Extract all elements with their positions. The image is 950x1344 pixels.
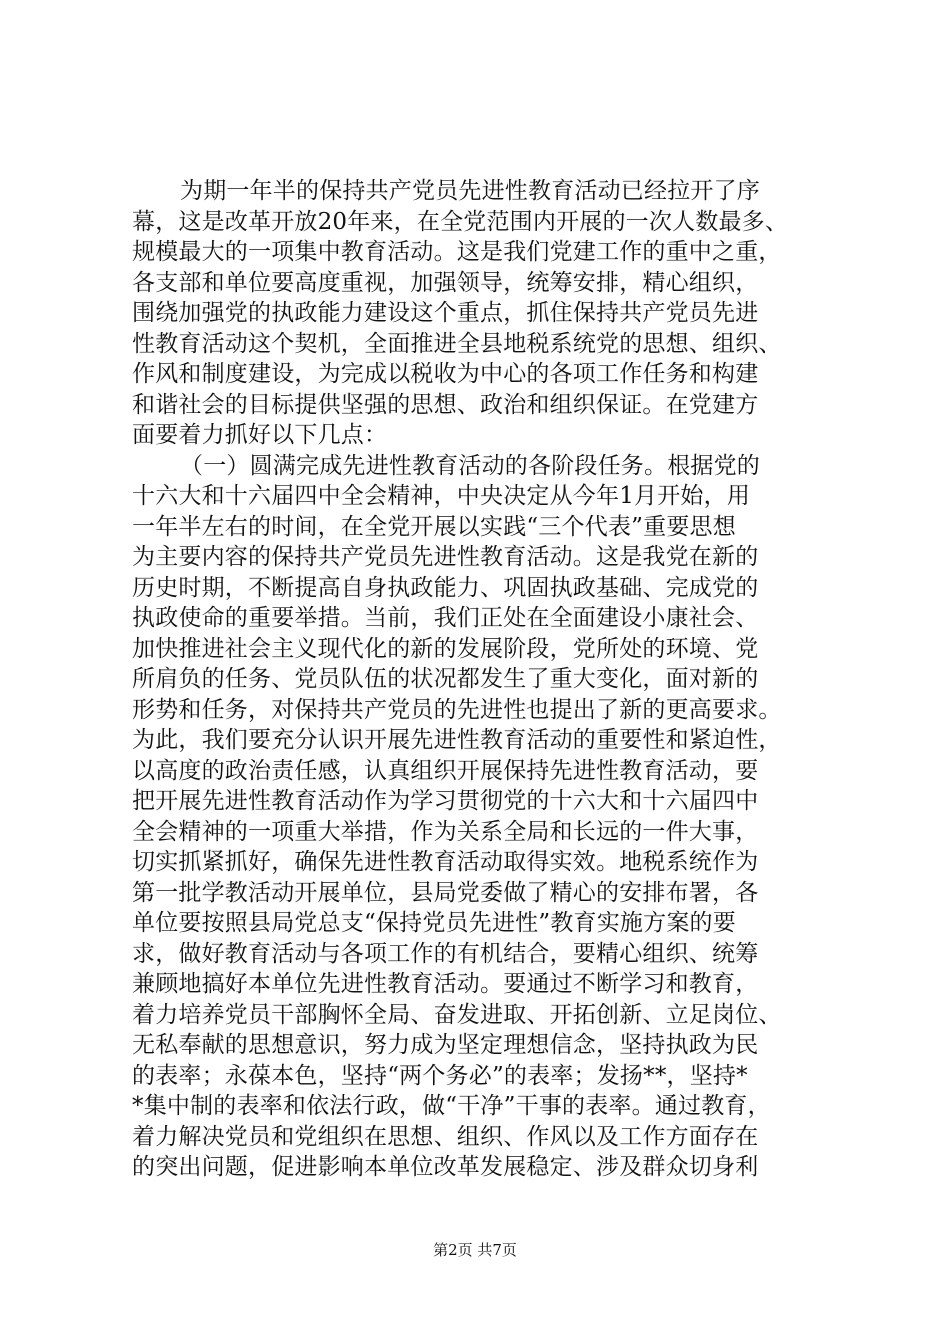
text-line: 十六大和十六届四中全会精神，中央决定从今年1月开始，用	[132, 483, 751, 509]
text-line: 着力培养党员干部胸怀全局、奋发进取、开拓创新、立足岗位、	[132, 1001, 782, 1028]
text-line: 一年半左右的时间，在全党开展以实践“三个代表”重要思想	[132, 513, 736, 540]
text-line: 全会精神的一项重大举措，作为关系全局和长远的一件大事，	[132, 818, 759, 845]
text-line: 形势和任务，对保持共产党员的先进性也提出了新的更高要求。	[132, 696, 782, 723]
text-line: 第一批学教活动开展单位，县局党委做了精心的安排布署，各	[132, 879, 759, 906]
text-line: 幕，这是改革开放20年来，在全党范围内开展的一次人数最多、	[132, 208, 789, 235]
text-line: 切实抓紧抓好，确保先进性教育活动取得实效。地税系统作为	[132, 849, 759, 875]
text-line: 把开展先进性教育活动作为学习贯彻党的十六大和十六届四中	[132, 788, 759, 814]
text-line: 作风和制度建设，为完成以税收为中心的各项工作任务和构建	[132, 361, 759, 387]
text-line: 历史时期，不断提高自身执政能力、巩固执政基础、完成党的	[132, 574, 759, 601]
text-line: *集中制的表率和依法行政，做“干净”干事的表率。通过教育，	[132, 1093, 771, 1119]
text-line: 无私奉献的思想意识，努力成为坚定理想信念，坚持执政为民	[132, 1032, 759, 1058]
text-line: 为主要内容的保持共产党员先进性教育活动。这是我党在新的	[132, 544, 759, 570]
text-line: 的突出问题，促进影响本单位改革发展稳定、涉及群众切身利	[132, 1154, 759, 1180]
body-text	[132, 176, 832, 1183]
text-line: 的表率；永葆本色，坚持“两个务必”的表率；发扬**，坚持*	[132, 1062, 748, 1089]
text-line: 单位要按照县局党总支“保持党员先进性”教育实施方案的要	[132, 910, 736, 936]
text-line: 求，做好教育活动与各项工作的有机结合，要精心组织、统筹	[132, 940, 759, 967]
page-footer: 第2页 共7页	[433, 1241, 517, 1259]
text-line: 围绕加强党的执政能力建设这个重点，抓住保持共产党员先进	[132, 300, 759, 326]
text-line: 所肩负的任务、党员队伍的状况都发生了重大变化，面对新的	[132, 666, 759, 692]
text-line: 执政使命的重要举措。当前，我们正处在全面建设小康社会、	[132, 605, 759, 631]
text-line: 为期一年半的保持共产党员先进性教育活动已经拉开了序	[180, 178, 760, 204]
text-line: 加快推进社会主义现代化的新的发展阶段，党所处的环境、党	[132, 635, 759, 662]
text-line: 规模最大的一项集中教育活动。这是我们党建工作的重中之重，	[132, 239, 782, 265]
text-line: 面要着力抓好以下几点：	[132, 422, 388, 448]
text-line: 性教育活动这个契机，全面推进全县地税系统党的思想、组织、	[132, 330, 782, 357]
text-line: 各支部和单位要高度重视，加强领导，统筹安排，精心组织，	[132, 269, 759, 296]
text-line: 和谐社会的目标提供坚强的思想、政治和组织保证。在党建方	[132, 391, 759, 418]
text-line: （一）圆满完成先进性教育活动的各阶段任务。根据党的	[180, 452, 760, 479]
text-line: 兼顾地搞好本单位先进性教育活动。要通过不断学习和教育，	[132, 971, 759, 997]
text-line: 以高度的政治责任感，认真组织开展保持先进性教育活动，要	[132, 757, 759, 784]
text-line: 为此，我们要充分认识开展先进性教育活动的重要性和紧迫性，	[132, 727, 782, 753]
text-line: 着力解决党员和党组织在思想、组织、作风以及工作方面存在	[132, 1123, 759, 1150]
